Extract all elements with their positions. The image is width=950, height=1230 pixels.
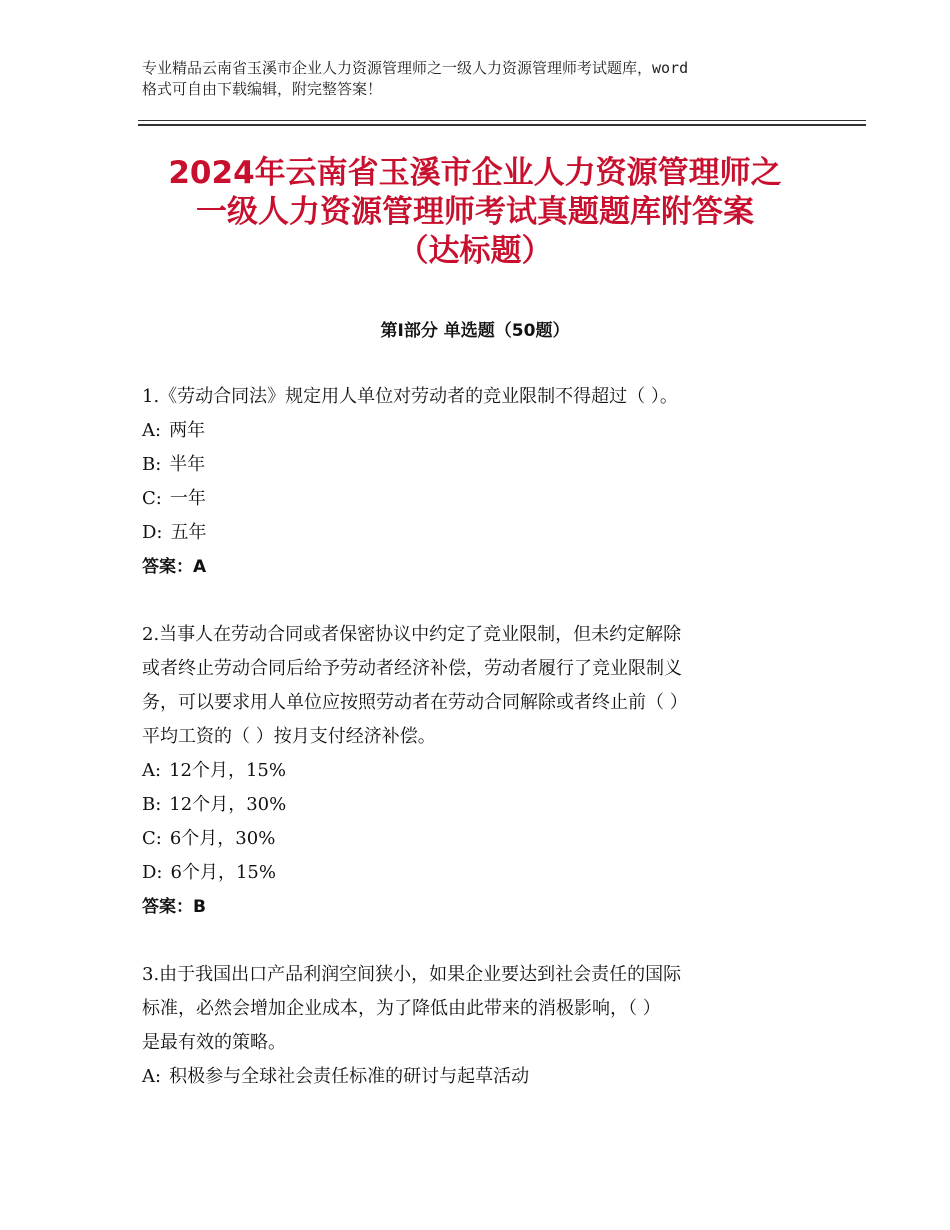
header-divider-thick [138,124,866,126]
question-2 [142,618,812,924]
option-letter: A: [142,1066,162,1087]
question-3 [142,958,812,1094]
question-option-c [142,482,812,516]
question-option-b [142,788,812,822]
question-stem-line: 或者终止劳动合同后给予劳动者经济补偿，劳动者履行了竞业限制义 [142,658,682,679]
section-title: 第Ⅰ部分 单选题（50题） [380,321,570,341]
option-text: 五年 [170,522,207,543]
option-letter: A: [142,760,162,781]
question-stem-line: 平均工资的（ ）按月支付经济补偿。 [142,726,436,747]
header-note-line-2: 格式可自由下载编辑，附完整答案！ [142,80,383,98]
option-letter: C: [142,828,162,849]
question-answer: 答案：A [142,557,207,577]
document-title-line-1: 2024年云南省玉溪市企业人力资源管理师之 [168,155,782,191]
question-stem-line: 标准，必然会增加企业成本，为了降低由此带来的消极影响，（ ） [142,998,661,1019]
document-title-line-2: 一级人力资源管理师考试真题题库附答案 [196,194,754,230]
question-stem-line: 2.当事人在劳动合同或者保密协议中约定了竞业限制，但未约定解除 [142,624,682,645]
option-text: 两年 [169,420,206,441]
question-stem-line: 是最有效的策略。 [142,1032,286,1053]
question-stem-line: 1.《劳动合同法》规定用人单位对劳动者的竞业限制不得超过（ ）。 [142,386,678,407]
option-text: 一年 [169,488,206,509]
question-option-d [142,856,812,890]
header-divider-thin [138,120,866,121]
question-option-c [142,822,812,856]
question-1 [142,380,812,584]
question-option-a [142,754,812,788]
option-text: 积极参与全球社会责任标准的研讨与起草活动 [169,1066,530,1087]
option-letter: B: [142,454,162,475]
option-letter: B: [142,794,162,815]
question-option-b [142,448,812,482]
option-text: 半年 [169,454,206,475]
question-option-d [142,516,812,550]
option-letter: D: [142,522,163,543]
option-letter: A: [142,420,162,441]
question-spacer [142,924,812,958]
question-option-a [142,1060,812,1094]
question-stem-line: 务，可以要求用人单位应按照劳动者在劳动合同解除或者终止前（ ） [142,692,688,713]
header-note [142,58,822,100]
header-note-line-1: 专业精品云南省玉溪市企业人力资源管理师之一级人力资源管理师考试题库，word [142,59,689,77]
question-spacer [142,584,812,618]
question-list [142,380,812,1094]
option-text: 6个月，30% [169,828,276,849]
option-text: 6个月，15% [170,862,276,883]
option-text: 12个月，30% [169,794,287,815]
option-text: 12个月，15% [169,760,286,781]
question-stem-line: 3.由于我国出口产品利润空间狭小，如果企业要达到社会责任的国际 [142,964,682,985]
option-letter: C: [142,488,162,509]
question-answer: 答案：B [142,897,206,917]
question-option-a [142,414,812,448]
document-title [100,154,850,271]
option-letter: D: [142,862,163,883]
document-title-line-3: （达标题） [397,233,553,269]
